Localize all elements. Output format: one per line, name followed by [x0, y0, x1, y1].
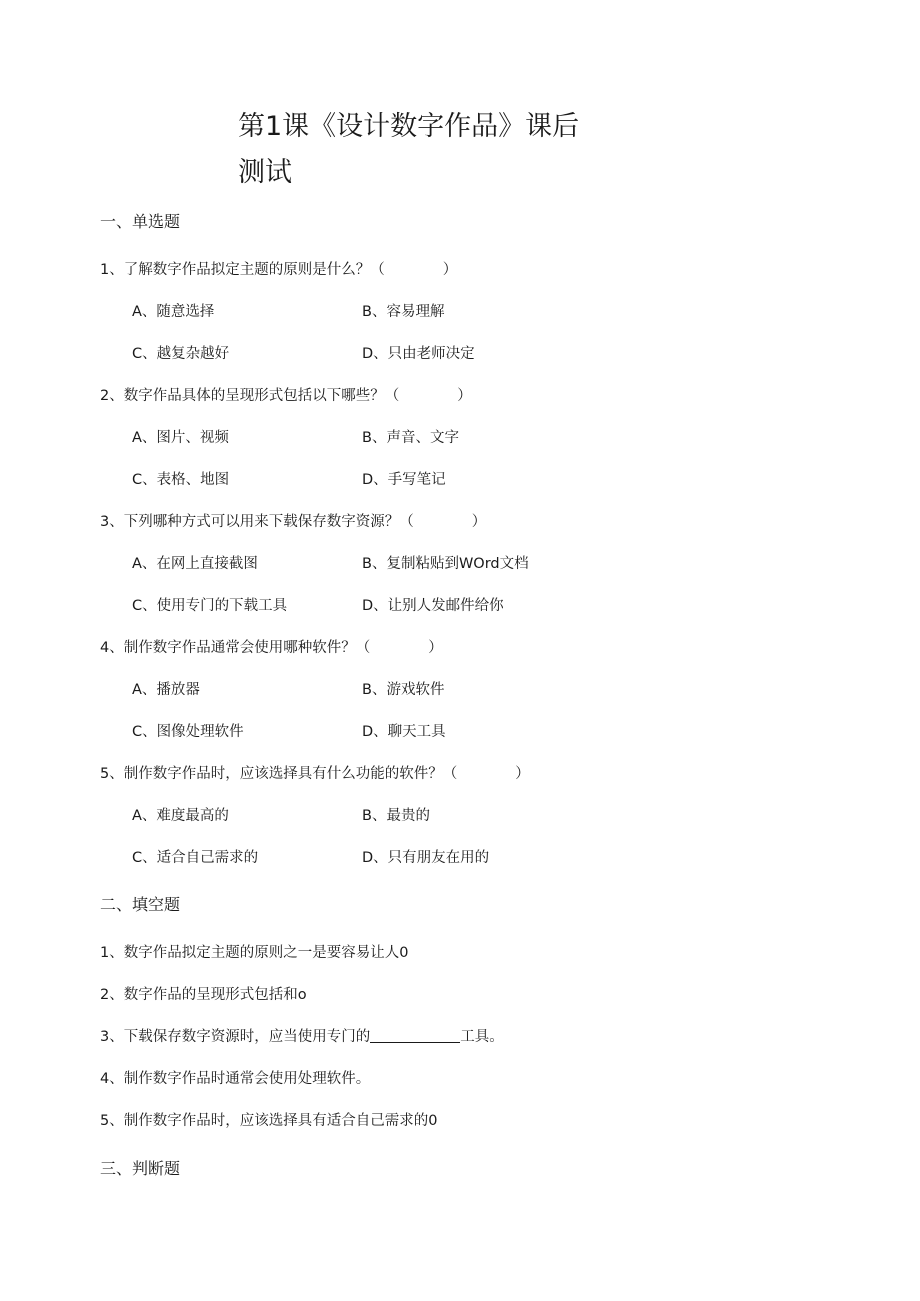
fill-blank-item-5: 5、制作数字作品时，应该选择具有适合自己需求的0: [100, 1113, 438, 1129]
page-title-line2: 测试: [238, 157, 292, 188]
question-3: 3、下列哪种方式可以用来下载保存数字资源？（ ）: [100, 514, 487, 530]
option-4c: C、图像处理软件: [132, 724, 244, 740]
option-2c: C、表格、地图: [132, 472, 230, 488]
option-5b: B、最贵的: [362, 808, 430, 824]
question-2: 2、数字作品具体的呈现形式包括以下哪些？（ ）: [100, 388, 472, 404]
option-3c: C、使用专门的下载工具: [132, 598, 288, 614]
option-3a: A、在网上直接截图: [132, 556, 258, 572]
option-3d: D、让别人发邮件给你: [362, 598, 504, 614]
fill-blank-item-4: 4、制作数字作品时通常会使用处理软件。: [100, 1071, 371, 1087]
option-4a: A、播放器: [132, 682, 200, 698]
option-5a: A、难度最高的: [132, 808, 229, 824]
section-heading-single-choice: 一、单选题: [100, 212, 181, 231]
page-title-line1: 第1课《设计数字作品》课后: [238, 111, 580, 142]
fill-blank-item-3-before: 3、下载保存数字资源时，应当使用专门的: [100, 1029, 371, 1045]
option-5d: D、只有朋友在用的: [362, 850, 490, 866]
option-3b: B、复制粘贴到WOrd文档: [362, 556, 529, 572]
option-2b: B、声音、文字: [362, 430, 459, 446]
fill-blank-item-3-after: 工具。: [460, 1029, 504, 1045]
question-5: 5、制作数字作品时，应该选择具有什么功能的软件？（ ）: [100, 766, 530, 782]
option-1d: D、只由老师决定: [362, 346, 475, 362]
answer-blank-line[interactable]: [370, 1028, 460, 1043]
option-2d: D、手写笔记: [362, 472, 446, 488]
fill-blank-item-1: 1、数字作品拟定主题的原则之一是要容易让人0: [100, 945, 409, 961]
option-1b: B、容易理解: [362, 304, 445, 320]
option-4d: D、聊天工具: [362, 724, 446, 740]
option-1c: C、越复杂越好: [132, 346, 230, 362]
question-4: 4、制作数字作品通常会使用哪种软件？（ ）: [100, 640, 443, 656]
option-5c: C、适合自己需求的: [132, 850, 259, 866]
fill-blank-item-2: 2、数字作品的呈现形式包括和o: [100, 987, 307, 1003]
section-heading-judgement: 三、判断题: [100, 1159, 181, 1178]
option-1a: A、随意选择: [132, 304, 215, 320]
option-2a: A、图片、视频: [132, 430, 229, 446]
question-1: 1、了解数字作品拟定主题的原则是什么？（ ）: [100, 262, 458, 278]
option-4b: B、游戏软件: [362, 682, 445, 698]
fill-blank-item-3: [100, 1025, 504, 1046]
section-heading-fill-blank: 二、填空题: [100, 895, 181, 914]
